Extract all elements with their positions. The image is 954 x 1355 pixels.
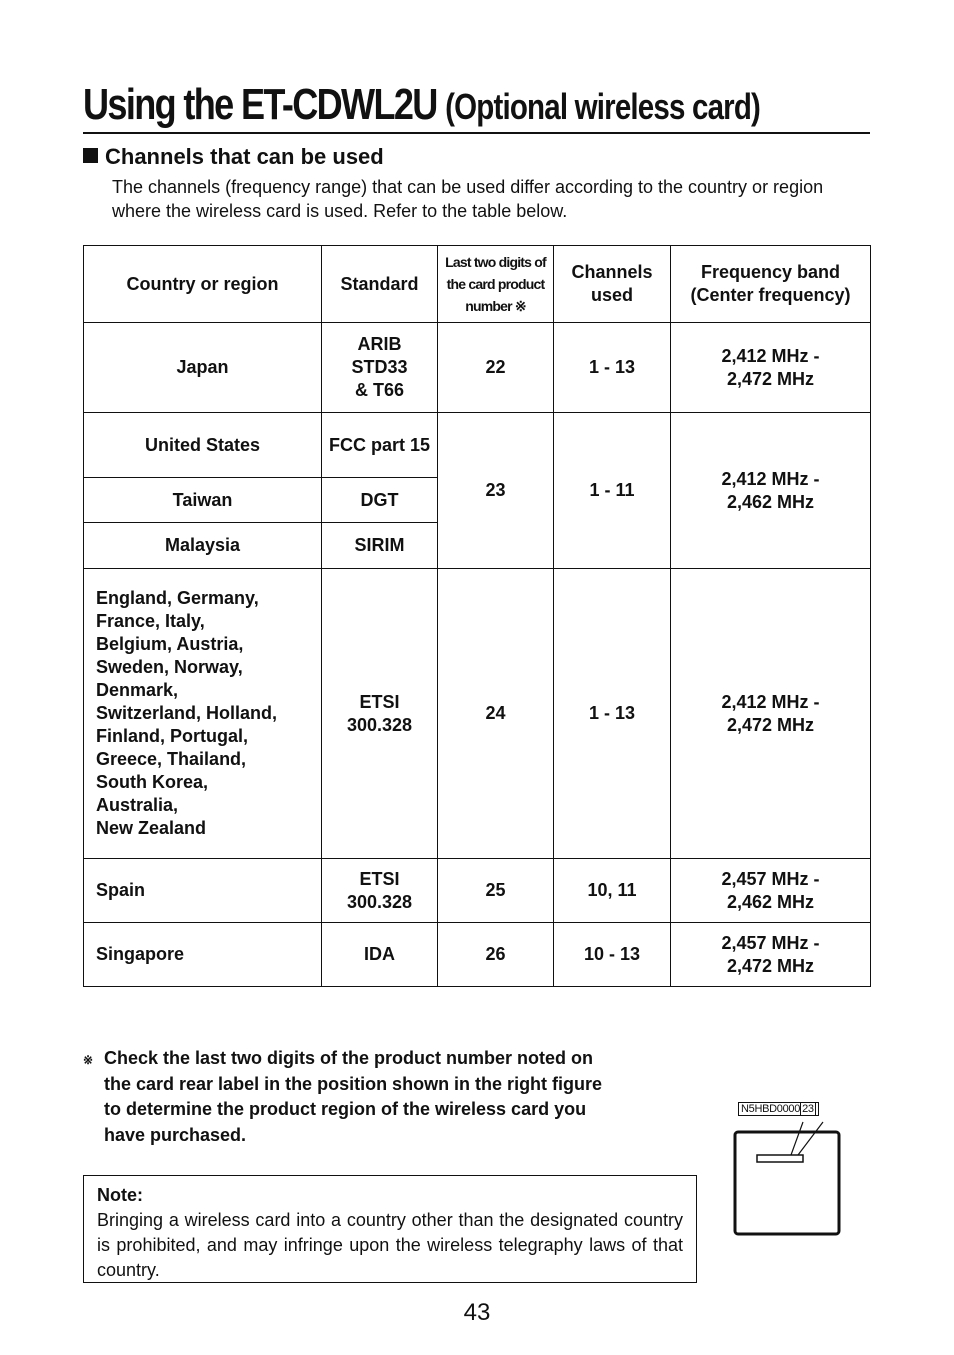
cell-standard: SIRIM (322, 523, 438, 569)
product-number-prefix: N5HBD0000 (741, 1103, 801, 1115)
cell-standard: FCC part 15 (322, 413, 438, 478)
footnote (83, 1046, 703, 1148)
cell-frequency: 2,412 MHz - 2,462 MHz (671, 413, 871, 569)
cell-frequency: 2,457 MHz - 2,472 MHz (671, 923, 871, 987)
cell-country: United States (84, 413, 322, 478)
cell-country: Singapore (84, 923, 322, 987)
note-box (83, 1175, 697, 1283)
section-heading-text: Channels that can be used (105, 144, 384, 169)
wireless-card-illustration (733, 1100, 853, 1240)
header-channels: Channels used (554, 246, 671, 323)
table-row (84, 413, 871, 478)
channels-table (83, 245, 871, 987)
title-sub: (Optional wireless card) (445, 86, 761, 127)
cell-standard: DGT (322, 478, 438, 523)
cell-country: England, Germany, France, Italy, Belgium, Austria, Sweden, Norway, Denmark, Switzerland, Holland, Finland, Portugal, Greece, Thailand, South Korea, Australia, New Zealand (84, 569, 322, 859)
footnote-text: Check the last two digits of the product number noted on the card rear label in the position shown in the right figure to determine the product region of the wireless card you have purchased. (104, 1048, 603, 1145)
cell-channels: 1 - 13 (554, 569, 671, 859)
cell-digits: 26 (438, 923, 554, 987)
cell-standard: ARIB STD33 & T66 (322, 323, 438, 413)
cell-standard: ETSI 300.328 (322, 859, 438, 923)
cell-channels: 1 - 11 (554, 413, 671, 569)
cell-digits: 23 (438, 413, 554, 569)
product-number-label (738, 1102, 819, 1116)
cell-channels: 10 - 13 (554, 923, 671, 987)
note-heading: Note: (97, 1185, 143, 1205)
cell-digits: 25 (438, 859, 554, 923)
cell-channels: 10, 11 (554, 859, 671, 923)
header-country: Country or region (84, 246, 322, 323)
cell-country: Malaysia (84, 523, 322, 569)
cell-country: Japan (84, 323, 322, 413)
product-number-suffix: 23 (802, 1103, 814, 1115)
square-bullet-icon (83, 148, 98, 163)
cell-frequency: 2,412 MHz - 2,472 MHz (671, 323, 871, 413)
page-number: 43 (463, 1299, 491, 1326)
cell-standard: ETSI 300.328 (322, 569, 438, 859)
table-row (84, 859, 871, 923)
page-title (83, 70, 870, 134)
cell-digits: 24 (438, 569, 554, 859)
cell-country: Taiwan (84, 478, 322, 523)
table-row (84, 923, 871, 987)
cell-country: Spain (84, 859, 322, 923)
note-body: Bringing a wireless card into a country other than the designated country is prohibited, and may infringe upon the wireless telegraphy laws of that country. (97, 1210, 683, 1280)
cell-channels: 1 - 13 (554, 323, 671, 413)
section-heading (83, 144, 384, 170)
table-row (84, 323, 871, 413)
header-digits: Last two digits of the card product number ※ (438, 246, 554, 323)
table-header-row (84, 246, 871, 323)
table-row (84, 569, 871, 859)
cell-frequency: 2,457 MHz - 2,462 MHz (671, 859, 871, 923)
cell-digits: 22 (438, 323, 554, 413)
title-main: Using the ET-CDWL2U (83, 80, 437, 129)
header-standard: Standard (322, 246, 438, 323)
reference-mark-icon: ※ (83, 1053, 94, 1067)
cell-standard: IDA (322, 923, 438, 987)
card-label-figure (733, 1100, 853, 1240)
section-intro: The channels (frequency range) that can be used differ according to the country or region where the wireless card is used. Refer to the table below. (112, 177, 824, 221)
header-frequency: Frequency band (Center frequency) (671, 246, 871, 323)
cell-frequency: 2,412 MHz - 2,472 MHz (671, 569, 871, 859)
